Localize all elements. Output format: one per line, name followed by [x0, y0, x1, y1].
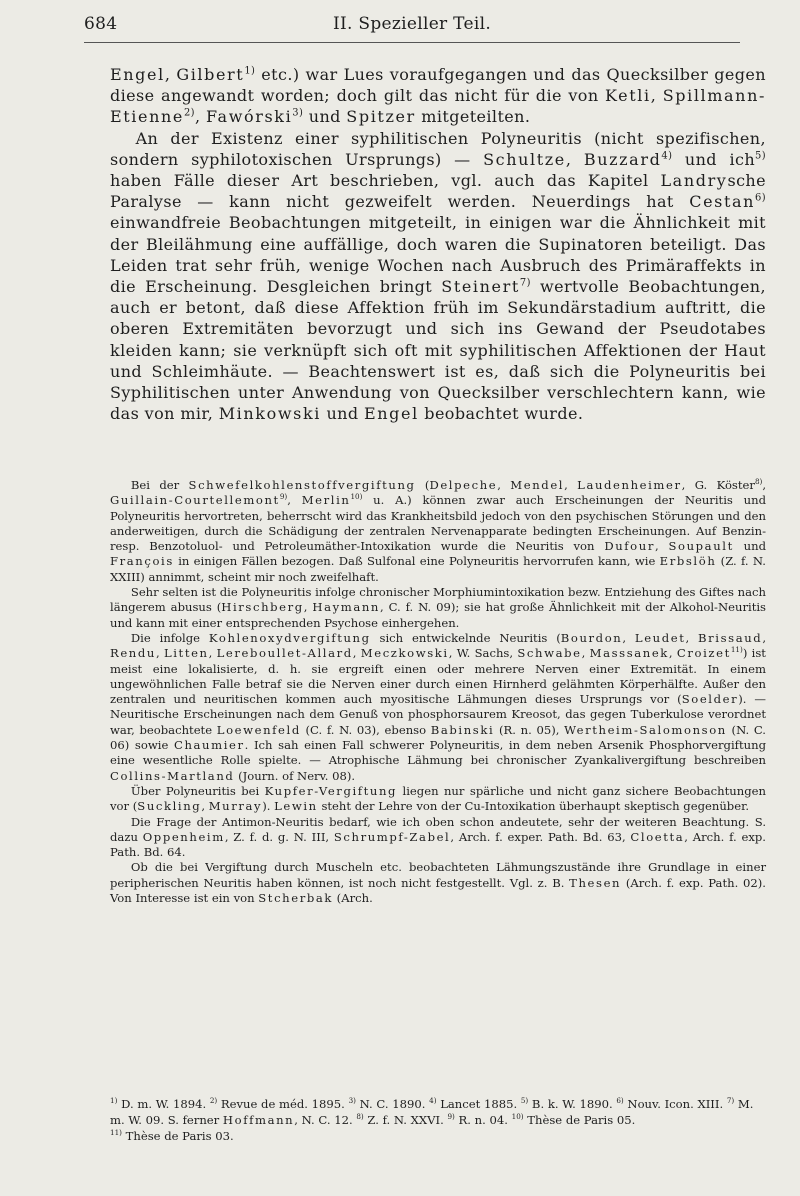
- text-run: Z. f. N. XXVI.: [363, 1113, 448, 1128]
- footnote-ref: 6): [755, 192, 766, 204]
- footnote-ref: 6): [616, 1096, 624, 1106]
- author-name: Murray: [208, 799, 263, 814]
- text-run: , C. f. N. 09); sie hat große Ähnlichkeit mit der Alkohol-Neuritis und kann mit einer entsprechenden Psychose einhergehen.: [110, 600, 767, 630]
- author-name: Leudet: [634, 630, 686, 645]
- text-run: Die Frage der Antimon-Neuritis bedarf, wie ich oben schon andeutete, sehr der weiteren Beachtung. S. dazu: [110, 814, 766, 844]
- text-run: und: [320, 404, 364, 424]
- text-run: einwandfreie Beobachtungen mitgeteilt, in einigen war die Ähnlichkeit mit der Bleilähmung eine auffällige, doch waren die Supinatoren beteiligt. Das Leiden trat sehr früh, wenige Wochen nach Ausbruch des Primäraffekts in die Erscheinung. Desgleichen bringt: [110, 213, 766, 297]
- author-name: Gilbert: [176, 65, 245, 84]
- footnote-ref: 9): [279, 492, 288, 502]
- author-name: Schwabe: [517, 646, 582, 661]
- text-run: ). — Neuritische Erscheinungen nach dem Genuß von phosphorsaurem Kreosot, das gegen Tuberkulose verordnet war, beobachtete: [110, 692, 766, 737]
- author-name: Steinert: [441, 277, 520, 297]
- footnote-ref: 11): [110, 1128, 122, 1138]
- author-name: Babinski: [430, 722, 495, 737]
- text-run: Thèse de Paris 05.: [523, 1113, 636, 1128]
- page-number: 684: [84, 14, 118, 34]
- text-run: ).: [262, 799, 275, 814]
- text-run: ,: [762, 478, 767, 492]
- author-name: Masssanek: [589, 646, 669, 661]
- small-paragraph: [110, 860, 766, 906]
- author-name: François: [110, 554, 174, 569]
- footnote-line: [110, 1096, 766, 1128]
- text-run: steht der Lehre von der Cu-Intoxikation überhaupt skeptisch gegenüber.: [317, 799, 750, 814]
- text-run: , Arch. f. exper. Path. Bd. 63,: [450, 829, 631, 844]
- author-name: Delpeche: [429, 478, 498, 492]
- footnote-ref: 7): [519, 277, 531, 289]
- text-run: Thèse de Paris 03.: [121, 1129, 234, 1144]
- footnote-ref: 1): [110, 1096, 118, 1106]
- text-run: An der Existenz einer syphilitischen Polyneuritis (nicht spezifischen, sondern syphilotoxischen Ursprungs) —: [110, 128, 766, 169]
- author-name: Cloetta: [630, 829, 685, 844]
- text-run: in einigen Fällen bezogen. Daß Sulfonal eine Polyneuritis hervorrufen kann, wie: [173, 554, 660, 569]
- text-run: G. Köster: [694, 478, 755, 492]
- text-run: ,: [681, 478, 695, 492]
- author-name: Schwefelkohlenstoffvergiftung: [188, 478, 416, 492]
- author-name: Cestan: [689, 192, 756, 212]
- text-run: W. Sachs: [456, 646, 510, 661]
- text-run: u. A.) können zwar auch Erscheinungen der Neuritis und Polyneuritis hervortreten, beherrscht wird das Krankheitsbild jedoch von den psychischen Störungen und den anderweitigen, durch die Schädigung der zentralen Nervenapparate bedingten Erscheinungen. Auf Benzin- resp. Benzotoluol- und Petroleumäther-Intoxikation wurde die Neuritis von: [110, 493, 766, 554]
- text-run: ,: [650, 86, 663, 106]
- author-name: Wertheim-Salomonson: [564, 722, 727, 737]
- footnote-line: [110, 1128, 766, 1144]
- author-name: Lereboullet-Allard: [216, 646, 353, 661]
- text-run: und ich: [672, 149, 756, 169]
- text-run: Nouv. Icon. XIII.: [623, 1097, 727, 1111]
- author-name: Stcherbak: [258, 891, 333, 906]
- footnote-ref: 11): [730, 645, 743, 655]
- author-name: Dufour: [604, 539, 655, 554]
- text-run: Sehr selten ist die Polyneuritis infolge chronischer Morphiumintoxikation bezw. Entziehung des Giftes nach längerem abusus (: [110, 585, 766, 615]
- text-run: ,: [208, 646, 217, 661]
- text-run: ) ist meist eine lokalisierte, d. h. sie ergreift einen oder mehrere Nerven einer Extremität. In einem ungewöhnlichen Falle betraf sie die Nerven einer durch einen Hirnherd gelähmten Körperhälfte. Außer den zentralen und neuritischen kommen auch myositische Lähmungen dieses Ursprungs vor (: [110, 646, 766, 707]
- text-run: (Arch. f. exp. Path. 02). Von Interesse ist ein von: [110, 875, 766, 906]
- text-run: etc.) war Lues voraufgegangen und das Quecksilber gegen diese angewandt worden; doch gilt das nicht für die von: [110, 65, 766, 106]
- footnote-ref: 10): [350, 492, 363, 502]
- text-run: sche Paralyse — kann nicht gezweifelt werden. Neuerdings hat: [110, 171, 766, 212]
- author-name: Minkowski: [218, 404, 321, 424]
- footnote-ref: 3): [348, 1096, 356, 1106]
- main-text: [110, 64, 766, 424]
- text-run: ,: [509, 646, 518, 661]
- text-run: (Journ. of Nerv. 08).: [234, 768, 356, 783]
- author-name: Bourdon: [560, 630, 623, 645]
- small-paragraph: [110, 478, 766, 585]
- small-paragraph: [110, 784, 766, 815]
- footnote-ref: 5): [520, 1096, 529, 1106]
- author-name: Fawórski: [205, 107, 293, 127]
- author-name: Laudenheimer: [577, 478, 682, 492]
- small-paragraph: [110, 815, 766, 861]
- author-name: Rendu: [110, 646, 156, 661]
- author-name: Spillmann-Etienne: [110, 86, 766, 127]
- text-run: ,: [201, 799, 209, 814]
- footnote-ref: 4): [429, 1096, 437, 1106]
- text-run: (C. f. N. 03), ebenso: [300, 722, 431, 737]
- author-name: Mendel: [510, 478, 565, 492]
- text-run: ,: [352, 646, 361, 661]
- text-run: und: [733, 539, 766, 554]
- text-run: ,: [287, 493, 302, 508]
- author-name: Kupfer-Vergiftung: [264, 783, 398, 798]
- author-name: Soelder: [681, 692, 739, 707]
- footnote-ref: 8): [754, 477, 763, 487]
- author-name: Collins-Martland: [110, 768, 235, 783]
- text-run: ,: [762, 630, 767, 645]
- chapter-title: II. Spezieller Teil.: [332, 14, 492, 34]
- author-name: Kohlenoxydvergiftung: [208, 630, 371, 645]
- text-run: Revue de méd. 1895.: [217, 1097, 349, 1111]
- text-run: wertvolle Beobachtungen, auch er betont, daß diese Affektion früh im Sekundärstadium auftritt, die oberen Extremitäten bevorzugt und sich ins Gewand der Pseudotabes kleiden kann; sie verknüpft sich oft mit syphilitischen Affektionen der Haut und Schleimhäute. — Beachtenswert ist es, daß sich die Polyneuritis bei Syphilitischen unter Anwendung von Quecksilber verschlechtern kann, wie das von mir,: [110, 277, 766, 424]
- text-run: ,: [303, 600, 313, 615]
- footnote-ref: 2): [183, 108, 195, 120]
- text-run: R. n. 04.: [454, 1113, 512, 1128]
- author-name: Loewenfeld: [216, 722, 301, 737]
- text-run: ,: [155, 646, 164, 661]
- author-name: Lewin: [274, 799, 318, 814]
- footnotes: [110, 1096, 766, 1145]
- text-run: , N. C. 12.: [294, 1113, 357, 1128]
- text-run: ,: [164, 65, 177, 84]
- author-name: Chaumier: [174, 738, 245, 753]
- text-run: ,: [668, 646, 677, 661]
- small-paragraph: [110, 631, 766, 784]
- text-run: (N. C. 06) sowie: [110, 722, 766, 753]
- main-paragraph: [110, 64, 766, 128]
- running-header: [84, 14, 740, 34]
- author-name: Thesen: [569, 875, 622, 890]
- small-print-section: [110, 478, 766, 906]
- author-name: Buzzard: [583, 149, 662, 169]
- text-run: mitgeteilten.: [415, 107, 531, 127]
- text-run: liegen nur spärliche und nicht ganz sichere Beobachtungen vor (: [110, 783, 766, 814]
- footnote-ref: 10): [511, 1112, 524, 1122]
- text-run: (R. n. 05),: [494, 722, 565, 737]
- text-run: D. m. W. 1894.: [117, 1097, 210, 1111]
- author-name: Engel: [364, 404, 419, 424]
- text-run: ,: [581, 646, 590, 661]
- footnote-ref: 3): [292, 108, 304, 120]
- footnote-ref: 4): [661, 150, 673, 162]
- text-run: Die infolge: [130, 630, 209, 645]
- text-run: B. k. W. 1890.: [528, 1097, 617, 1111]
- author-name: Suckling: [137, 799, 202, 814]
- author-name: Spitzer: [346, 107, 416, 127]
- author-name: Haymann: [312, 600, 381, 615]
- text-run: M. m. W. 09. S. ferner: [110, 1097, 754, 1128]
- text-run: ,: [565, 149, 584, 169]
- author-name: Engel: [110, 65, 165, 84]
- text-run: , Z. f. d. g. N. III,: [224, 829, 334, 844]
- author-name: Guillain-Courtellemont: [110, 493, 280, 508]
- footnote-ref: 1): [244, 65, 256, 77]
- text-run: sich entwickelnde Neuritis (: [370, 630, 561, 645]
- author-name: Hoffmann: [222, 1113, 295, 1128]
- text-run: ,: [622, 630, 635, 645]
- author-name: Landry: [660, 171, 728, 191]
- author-name: Ketli: [605, 86, 651, 106]
- author-name: Croizet: [676, 646, 731, 661]
- text-run: (: [415, 478, 430, 492]
- text-run: (Z. f. N. XXIII) annimmt, scheint mir noch zweifelhaft.: [110, 554, 766, 584]
- text-run: und: [303, 107, 347, 127]
- text-run: Ob die bei Vergiftung durch Muscheln etc. beobachteten Lähmungszustände ihre Grundlage in einer peripherischen Neuritis haben können, ist noch nicht festgestellt. Vgl. z. B.: [110, 860, 766, 890]
- text-run: . Ich sah einen Fall schwerer Polyneuritis, in dem neben Arsenik Phosphorvergiftung eine wesentliche Rolle spielte. — Atrophische Lähmung bei chronischer Zyankalivergiftung beschreiben: [110, 738, 766, 768]
- text-run: haben Fälle dieser Art beschrieben, vgl. auch das Kapitel: [110, 171, 661, 191]
- author-name: Merlin: [301, 493, 351, 508]
- footnote-ref: 5): [755, 150, 766, 162]
- author-name: Schultze: [483, 149, 566, 169]
- text-run: ,: [654, 539, 669, 554]
- text-run: ,: [448, 646, 457, 661]
- text-run: ,: [564, 478, 578, 492]
- footnote-ref: 8): [356, 1112, 364, 1122]
- footnote-ref: 7): [726, 1096, 735, 1106]
- author-name: Schrumpf-Zabel: [333, 829, 451, 844]
- author-name: Litten: [163, 646, 209, 661]
- text-run: ,: [194, 107, 206, 127]
- author-name: Hirschberg: [221, 600, 304, 615]
- author-name: Meczkowski: [360, 646, 449, 661]
- author-name: Oppenheim: [142, 829, 225, 844]
- header-rule: [84, 42, 740, 43]
- text-run: , Arch. f. exp. Path. Bd. 64.: [110, 829, 766, 860]
- text-run: ,: [685, 630, 699, 645]
- text-run: (Arch.: [333, 891, 373, 906]
- small-paragraph: [110, 585, 766, 631]
- text-run: Lancet 1885.: [436, 1097, 521, 1111]
- text-run: beobachtet wurde.: [418, 404, 584, 424]
- author-name: Brissaud: [698, 630, 763, 645]
- text-run: Bei der: [130, 478, 189, 492]
- main-paragraph: [110, 128, 766, 425]
- footnote-ref: 2): [209, 1096, 218, 1106]
- text-run: Über Polyneuritis bei: [130, 783, 265, 798]
- author-name: Erbslöh: [659, 554, 717, 569]
- text-run: N. C. 1890.: [355, 1097, 430, 1111]
- text-run: ,: [497, 478, 511, 492]
- author-name: Soupault: [668, 539, 734, 554]
- footnote-ref: 9): [447, 1112, 455, 1122]
